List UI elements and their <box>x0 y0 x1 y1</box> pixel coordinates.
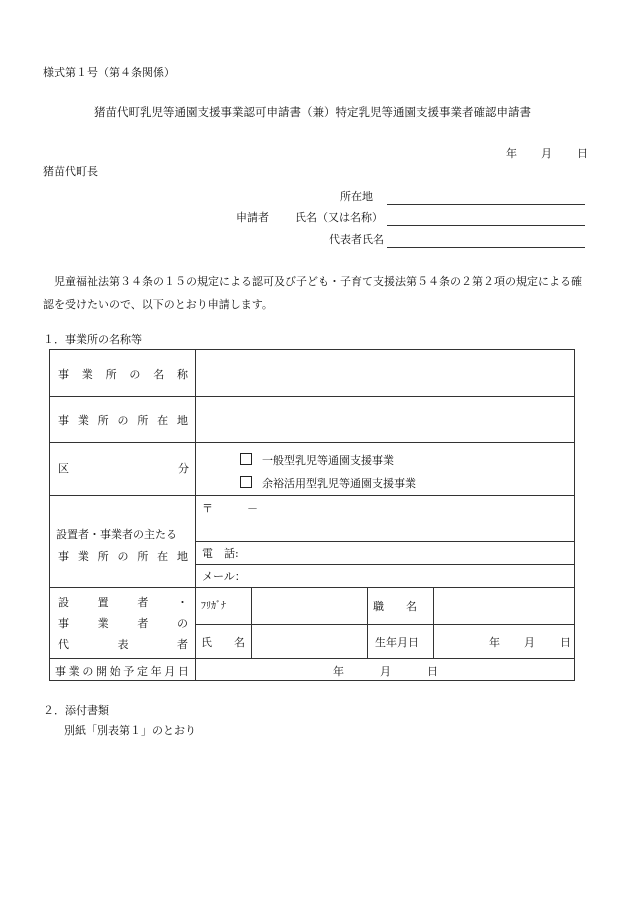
applicant-name-field[interactable] <box>387 225 585 226</box>
start-date-label: 事 業 の 開 始 予 定 年 月 日 <box>55 665 189 678</box>
postal-dash: － <box>247 502 258 515</box>
addressee: 猪苗代町長 <box>43 165 98 178</box>
applicant-location-field[interactable] <box>387 204 585 205</box>
option-surplus-label: 余裕活用型乳児等通園支援事業 <box>262 477 416 490</box>
start-year-label: 年 <box>333 665 344 678</box>
birth-day-label: 日 <box>560 636 571 649</box>
checkbox-general[interactable] <box>240 453 252 465</box>
operator-address-label-line1: 設置者・事業者の主たる <box>56 528 177 541</box>
option-surplus[interactable] <box>240 476 416 491</box>
representative-label-line3: 代 表 者 <box>58 638 188 651</box>
document-title: 猪苗代町乳児等通園支援事業認可申請書（兼）特定乳児等通園支援事業者確認申請書 <box>94 105 531 119</box>
facility-address-label: 事 業 所 の 所 在 地 <box>58 414 188 427</box>
furigana-label: ﾌﾘｶﾞﾅ <box>201 601 226 612</box>
category-label-right: 分 <box>178 462 189 475</box>
facility-name-field[interactable] <box>196 351 574 395</box>
facility-table <box>49 349 575 681</box>
email-label: メール： <box>202 570 246 583</box>
rep-name-label: 氏 名 <box>201 636 245 649</box>
date-month-label: 月 <box>541 147 552 160</box>
start-day-label: 日 <box>427 665 438 678</box>
form-number: 様式第１号（第４条関係） <box>43 66 175 79</box>
date-day-label: 日 <box>577 147 588 160</box>
representative-label-line1: 設 置 者 ・ <box>58 596 188 609</box>
attachment-note: 別紙「別表第１」のとおり <box>64 724 196 737</box>
phone-label: 電 話: <box>202 547 239 560</box>
applicant-name-label: 氏名（又は名称） <box>295 211 383 224</box>
representative-name-field[interactable] <box>387 247 585 248</box>
operator-address-label-line2: 事 業 所 の 所 在 地 <box>58 550 188 563</box>
date-year-label: 年 <box>506 147 517 160</box>
facility-address-field[interactable] <box>196 397 574 441</box>
birthdate-label: 生年月日 <box>375 636 419 649</box>
applicant-label: 申請者 <box>236 211 269 224</box>
category-label-left: 区 <box>58 462 69 475</box>
option-general-label: 一般型乳児等通園支援事業 <box>262 454 394 467</box>
checkbox-surplus[interactable] <box>240 476 252 488</box>
section2-title: ２．添付書類 <box>43 704 109 717</box>
start-month-label: 月 <box>380 665 391 678</box>
representative-name-label: 代表者氏名 <box>329 233 384 246</box>
application-statement: 児童福祉法第３４条の１５の規定による認可及び子ども・子育て支援法第５４条の２第２項の規定による確認を受けたいので、以下のとおり申請します。 <box>43 275 582 311</box>
facility-name-label: 事 業 所 の 名 称 <box>58 368 188 381</box>
birth-year-label: 年 <box>489 636 500 649</box>
birth-month-label: 月 <box>524 636 535 649</box>
option-general[interactable] <box>240 453 394 468</box>
postal-mark: 〒 <box>202 502 213 515</box>
applicant-location-label: 所在地 <box>340 190 373 203</box>
representative-label-line2: 事 業 者 の <box>58 617 188 630</box>
section1-title: １．事業所の名称等 <box>43 333 142 346</box>
position-label: 職 名 <box>373 600 417 613</box>
